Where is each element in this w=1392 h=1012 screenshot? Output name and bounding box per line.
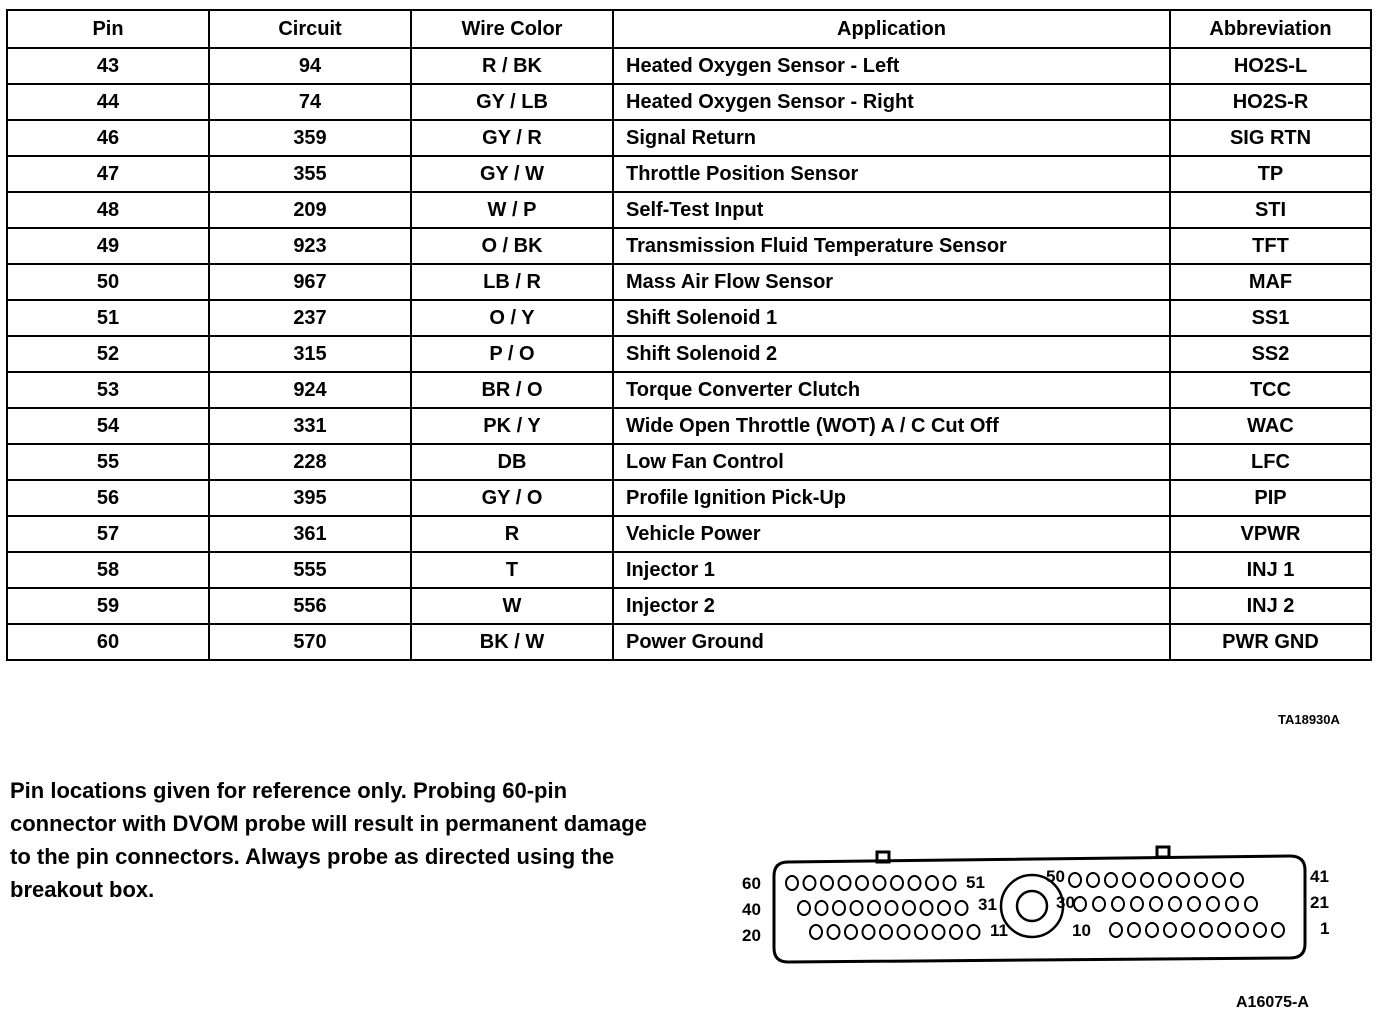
cell-abbreviation: STI: [1170, 192, 1371, 228]
cell-circuit: 924: [209, 372, 411, 408]
cell-pin: 47: [7, 156, 209, 192]
label-pin-20: 20: [742, 926, 761, 945]
pin-hole: [1105, 873, 1117, 887]
pin-hole: [1200, 923, 1212, 937]
cell-application: Signal Return: [613, 120, 1170, 156]
pin-hole: [1150, 897, 1162, 911]
cell-application: Shift Solenoid 1: [613, 300, 1170, 336]
pin-hole: [1195, 873, 1207, 887]
pin-hole: [828, 925, 840, 939]
cell-application: Torque Converter Clutch: [613, 372, 1170, 408]
cell-abbreviation: WAC: [1170, 408, 1371, 444]
pin-hole: [903, 901, 915, 915]
cell-abbreviation: TP: [1170, 156, 1371, 192]
pin-hole: [863, 925, 875, 939]
pin-hole: [816, 901, 828, 915]
cell-abbreviation: MAF: [1170, 264, 1371, 300]
table-row: [7, 444, 1371, 480]
pin-hole: [1087, 873, 1099, 887]
cell-pin: 44: [7, 84, 209, 120]
pin-hole: [845, 925, 857, 939]
cell-abbreviation: HO2S-R: [1170, 84, 1371, 120]
cell-pin: 56: [7, 480, 209, 516]
cell-abbreviation: SS1: [1170, 300, 1371, 336]
table-row: [7, 228, 1371, 264]
pin-hole: [886, 901, 898, 915]
cell-wire-color: O / Y: [411, 300, 613, 336]
cell-abbreviation: PWR GND: [1170, 624, 1371, 660]
cell-abbreviation: TCC: [1170, 372, 1371, 408]
cell-abbreviation: PIP: [1170, 480, 1371, 516]
label-pin-11: 11: [990, 921, 1008, 940]
cell-application: Low Fan Control: [613, 444, 1170, 480]
pin-hole: [1207, 897, 1219, 911]
pin-hole: [968, 925, 980, 939]
label-pin-51: 51: [966, 873, 985, 892]
cell-wire-color: GY / O: [411, 480, 613, 516]
pin-hole: [1146, 923, 1158, 937]
pin-hole: [1177, 873, 1189, 887]
table-row: [7, 264, 1371, 300]
cell-pin: 59: [7, 588, 209, 624]
cell-abbreviation: SS2: [1170, 336, 1371, 372]
connector-key-inner: [1017, 891, 1047, 921]
cell-pin: 60: [7, 624, 209, 660]
label-pin-40: 40: [742, 900, 761, 919]
cell-wire-color: BR / O: [411, 372, 613, 408]
table-header-row: [7, 10, 1371, 48]
table-row: [7, 372, 1371, 408]
pin-hole: [926, 876, 938, 890]
header-wire-color: Wire Color: [411, 10, 613, 48]
pin-hole: [1074, 897, 1086, 911]
pin-holes: [786, 873, 1284, 939]
cell-pin: 51: [7, 300, 209, 336]
pin-hole: [786, 876, 798, 890]
pin-hole: [810, 925, 822, 939]
table-body: [7, 48, 1371, 660]
pin-hole: [1164, 923, 1176, 937]
cell-application: Wide Open Throttle (WOT) A / C Cut Off: [613, 408, 1170, 444]
cell-pin: 48: [7, 192, 209, 228]
pin-hole: [944, 876, 956, 890]
pin-hole: [956, 901, 968, 915]
table-reference-code: TA18930A: [1278, 712, 1340, 727]
cell-wire-color: R: [411, 516, 613, 552]
pin-hole: [856, 876, 868, 890]
pin-hole: [1112, 897, 1124, 911]
pin-hole: [839, 876, 851, 890]
table-row: [7, 480, 1371, 516]
warning-note: Pin locations given for reference only. Probing 60-pin connector with DVOM probe will result in permanent damage to the pin connectors. Always probe as directed using the breakout box.: [10, 778, 647, 902]
pin-hole: [1188, 897, 1200, 911]
label-pin-60: 60: [742, 874, 761, 893]
pin-hole: [1218, 923, 1230, 937]
cell-wire-color: O / BK: [411, 228, 613, 264]
pin-hole: [1231, 873, 1243, 887]
pin-hole: [1213, 873, 1225, 887]
cell-wire-color: DB: [411, 444, 613, 480]
connector-tab-right: [1157, 847, 1169, 857]
cell-abbreviation: LFC: [1170, 444, 1371, 480]
cell-wire-color: PK / Y: [411, 408, 613, 444]
label-pin-10: 10: [1072, 921, 1091, 940]
pin-table: [6, 9, 1372, 661]
pin-hole: [1093, 897, 1105, 911]
cell-application: Shift Solenoid 2: [613, 336, 1170, 372]
cell-pin: 50: [7, 264, 209, 300]
cell-pin: 58: [7, 552, 209, 588]
pin-hole: [1245, 897, 1257, 911]
table-row: [7, 156, 1371, 192]
table-row: [7, 300, 1371, 336]
pin-hole: [933, 925, 945, 939]
cell-circuit: 359: [209, 120, 411, 156]
pin-hole: [1069, 873, 1081, 887]
pin-hole: [1182, 923, 1194, 937]
pin-hole: [891, 876, 903, 890]
cell-circuit: 237: [209, 300, 411, 336]
cell-abbreviation: INJ 2: [1170, 588, 1371, 624]
pin-hole: [1131, 897, 1143, 911]
cell-application: Power Ground: [613, 624, 1170, 660]
header-application: Application: [613, 10, 1170, 48]
cell-pin: 49: [7, 228, 209, 264]
cell-abbreviation: SIG RTN: [1170, 120, 1371, 156]
cell-application: Mass Air Flow Sensor: [613, 264, 1170, 300]
cell-abbreviation: VPWR: [1170, 516, 1371, 552]
cell-wire-color: P / O: [411, 336, 613, 372]
cell-application: Vehicle Power: [613, 516, 1170, 552]
cell-abbreviation: TFT: [1170, 228, 1371, 264]
label-pin-30: 30: [1056, 893, 1075, 912]
pin-hole: [1226, 897, 1238, 911]
table-row: [7, 336, 1371, 372]
figure-reference-code: A16075-A: [1236, 994, 1309, 1011]
cell-circuit: 556: [209, 588, 411, 624]
cell-pin: 52: [7, 336, 209, 372]
pin-hole: [1169, 897, 1181, 911]
cell-circuit: 923: [209, 228, 411, 264]
cell-pin: 43: [7, 48, 209, 84]
table-row: [7, 84, 1371, 120]
cell-wire-color: GY / LB: [411, 84, 613, 120]
pin-hole: [915, 925, 927, 939]
pin-hole: [921, 901, 933, 915]
cell-circuit: 74: [209, 84, 411, 120]
cell-wire-color: T: [411, 552, 613, 588]
pin-hole: [1123, 873, 1135, 887]
cell-abbreviation: HO2S-L: [1170, 48, 1371, 84]
cell-circuit: 228: [209, 444, 411, 480]
header-circuit: Circuit: [209, 10, 411, 48]
cell-circuit: 355: [209, 156, 411, 192]
pin-hole: [804, 876, 816, 890]
connector-outline: [774, 856, 1305, 962]
pin-hole: [798, 901, 810, 915]
cell-application: Self-Test Input: [613, 192, 1170, 228]
pin-hole: [1141, 873, 1153, 887]
cell-pin: 46: [7, 120, 209, 156]
table-row: [7, 120, 1371, 156]
cell-circuit: 331: [209, 408, 411, 444]
pin-hole: [1128, 923, 1140, 937]
cell-wire-color: R / BK: [411, 48, 613, 84]
table-row: [7, 408, 1371, 444]
cell-application: Heated Oxygen Sensor - Right: [613, 84, 1170, 120]
cell-circuit: 555: [209, 552, 411, 588]
cell-application: Heated Oxygen Sensor - Left: [613, 48, 1170, 84]
header-pin: Pin: [7, 10, 209, 48]
cell-wire-color: BK / W: [411, 624, 613, 660]
pin-hole: [909, 876, 921, 890]
pin-hole: [1272, 923, 1284, 937]
pin-hole: [938, 901, 950, 915]
connector-diagram: [730, 840, 1350, 970]
cell-application: Profile Ignition Pick-Up: [613, 480, 1170, 516]
cell-wire-color: GY / W: [411, 156, 613, 192]
table-row: [7, 48, 1371, 84]
label-pin-41: 41: [1310, 867, 1329, 886]
table-row: [7, 516, 1371, 552]
pin-hole: [1110, 923, 1122, 937]
cell-pin: 53: [7, 372, 209, 408]
cell-circuit: 967: [209, 264, 411, 300]
pin-hole: [1159, 873, 1171, 887]
cell-application: Transmission Fluid Temperature Sensor: [613, 228, 1170, 264]
cell-circuit: 209: [209, 192, 411, 228]
cell-wire-color: GY / R: [411, 120, 613, 156]
pin-hole: [950, 925, 962, 939]
cell-circuit: 315: [209, 336, 411, 372]
cell-circuit: 395: [209, 480, 411, 516]
table-row: [7, 552, 1371, 588]
pin-hole: [868, 901, 880, 915]
header-abbreviation: Abbreviation: [1170, 10, 1371, 48]
label-pin-21: 21: [1310, 893, 1329, 912]
pin-hole: [880, 925, 892, 939]
cell-circuit: 94: [209, 48, 411, 84]
cell-circuit: 570: [209, 624, 411, 660]
cell-pin: 54: [7, 408, 209, 444]
table-row: [7, 624, 1371, 660]
pin-hole: [833, 901, 845, 915]
pin-hole: [1236, 923, 1248, 937]
cell-pin: 55: [7, 444, 209, 480]
cell-wire-color: W / P: [411, 192, 613, 228]
label-pin-1: 1: [1320, 919, 1330, 938]
pin-hole: [898, 925, 910, 939]
pin-hole: [1254, 923, 1266, 937]
cell-wire-color: W: [411, 588, 613, 624]
cell-pin: 57: [7, 516, 209, 552]
connector-tab-left: [877, 852, 889, 862]
cell-application: Throttle Position Sensor: [613, 156, 1170, 192]
pin-hole: [851, 901, 863, 915]
label-pin-50: 50: [1046, 867, 1065, 886]
cell-application: Injector 1: [613, 552, 1170, 588]
cell-abbreviation: INJ 1: [1170, 552, 1371, 588]
cell-wire-color: LB / R: [411, 264, 613, 300]
label-pin-31: 31: [978, 895, 997, 914]
cell-circuit: 361: [209, 516, 411, 552]
table-row: [7, 192, 1371, 228]
pin-hole: [874, 876, 886, 890]
table-row: [7, 588, 1371, 624]
pin-hole: [821, 876, 833, 890]
cell-application: Injector 2: [613, 588, 1170, 624]
